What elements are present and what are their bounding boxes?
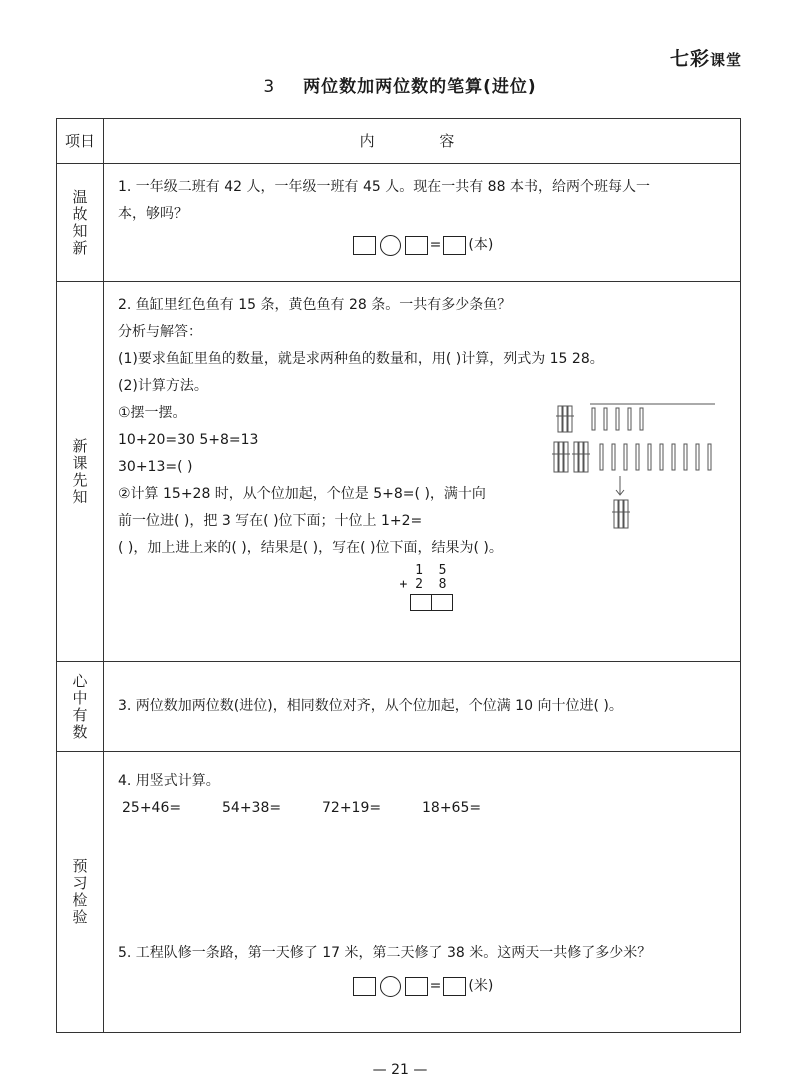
- label-char: 知: [72, 221, 88, 240]
- label-char: 数: [72, 722, 88, 741]
- label-char: 验: [72, 908, 88, 926]
- answer-box[interactable]: [405, 236, 428, 255]
- stick-bundle-icon: [552, 442, 590, 472]
- table-header-row: [57, 119, 741, 164]
- brand-sub: 课堂: [709, 51, 742, 69]
- brand-logo: [670, 44, 742, 71]
- q4-text: 4. 用竖式计算。: [118, 773, 220, 789]
- q1-unit: (本): [468, 237, 494, 253]
- work-space[interactable]: [118, 822, 726, 940]
- step2b-line1: ②计算 15+28 时，从个位加起，个位是 5+8=( )，满十向: [118, 486, 486, 502]
- q1-equation: = (本): [118, 232, 726, 259]
- q1-line2: 本，够吗？: [118, 206, 188, 222]
- section-content-review: [104, 164, 741, 282]
- label-char: 预: [72, 857, 88, 875]
- step2b-line2: 前一位进( )，把 3 写在( )位下面；十位上 1+2=: [118, 513, 423, 529]
- analysis-label: 分析与解答：: [118, 324, 202, 340]
- loose-sticks-icon: [600, 444, 711, 470]
- step2b-line3: ( )，加上进上来的( )，结果是( )，写在( )位下面，结果为( )。: [118, 540, 503, 556]
- step1-text: (1)要求鱼缸里鱼的数量，就是求两种鱼的数量和，用( )计算，列式为 15 28。: [118, 351, 604, 367]
- answer-box[interactable]: [443, 236, 466, 255]
- section-check: [57, 752, 741, 1033]
- label-char: 检: [72, 891, 88, 909]
- label-char: 中: [72, 688, 88, 707]
- label-char: 有: [72, 705, 88, 724]
- equation-2: 30+13=( ): [118, 459, 193, 475]
- section-new: [57, 282, 741, 662]
- label-char: 先: [72, 470, 88, 489]
- addend-top: 1 5: [399, 563, 447, 578]
- exercise-item: 72+19=: [322, 800, 382, 816]
- lesson-table: [56, 118, 741, 1033]
- result-boxes: [400, 594, 453, 611]
- brand-main: 七彩: [669, 48, 710, 70]
- operator-circle[interactable]: [380, 976, 401, 997]
- section-content-new: [104, 282, 741, 662]
- answer-box[interactable]: [410, 594, 432, 611]
- exercise-item: 54+38=: [222, 800, 282, 816]
- q5-equation: = (米): [118, 973, 726, 1000]
- label-char: 故: [72, 204, 88, 223]
- q1-line1: 1. 一年级二班有 42 人，一年级一班有 45 人。现在一共有 88 本书，给两个班每人一: [118, 179, 650, 195]
- label-char: 习: [72, 874, 88, 892]
- exercise-item: 25+46=: [122, 800, 182, 816]
- header-content: 内 容: [104, 119, 741, 164]
- exercise-list: [122, 795, 726, 822]
- exercise-item: 18+65=: [422, 800, 482, 816]
- step2-text: (2)计算方法。: [118, 378, 208, 394]
- label-char: 课: [72, 453, 88, 472]
- label-char: 新: [72, 436, 88, 455]
- lesson-title: [0, 72, 800, 97]
- q2-text: 2. 鱼缸里红色鱼有 15 条，黄色鱼有 28 条。一共有多少条鱼？: [118, 297, 512, 313]
- lesson-title-text: 两位数加两位数的笔算(进位): [303, 77, 537, 97]
- answer-box[interactable]: [443, 977, 466, 996]
- q5-unit: (米): [468, 978, 494, 994]
- answer-box[interactable]: [432, 594, 453, 611]
- section-label-mind: [57, 662, 104, 752]
- answer-box[interactable]: [405, 977, 428, 996]
- section-label-new: [57, 282, 104, 662]
- label-char: 新: [72, 238, 88, 257]
- section-label-check: [57, 752, 104, 1033]
- operator-circle[interactable]: [380, 235, 401, 256]
- lesson-number: 3: [263, 77, 276, 97]
- addend-bottom: + 2 8: [399, 577, 447, 592]
- addend-block: [400, 564, 453, 615]
- step2a-text: ①摆一摆。: [118, 405, 187, 421]
- vertical-addition: [118, 564, 726, 621]
- label-char: 温: [72, 187, 88, 206]
- q5-text: 5. 工程队修一条路，第一天修了 17 米，第二天修了 38 米。这两天一共修了多少米？: [118, 945, 652, 961]
- section-label-review: [57, 164, 104, 282]
- header-item: 项日: [57, 119, 104, 164]
- section-mind: [57, 662, 741, 752]
- label-char: 心: [72, 671, 88, 690]
- loose-sticks-icon: [592, 408, 643, 430]
- answer-box[interactable]: [353, 977, 376, 996]
- counting-sticks-illustration: [550, 402, 720, 532]
- equation-1: 10+20=30 5+8=13: [118, 432, 259, 448]
- label-char: 知: [72, 487, 88, 506]
- q3-text: 3. 两位数加两位数(进位)，相同数位对齐，从个位加起，个位满 10 向十位进( )。: [118, 698, 623, 714]
- stick-bundle-icon: [612, 500, 630, 528]
- section-content-mind: [104, 662, 741, 752]
- page-number: — 21 —: [372, 1062, 428, 1078]
- answer-box[interactable]: [353, 236, 376, 255]
- section-content-check: [104, 752, 741, 1033]
- section-review: [57, 164, 741, 282]
- stick-bundle-icon: [556, 406, 574, 432]
